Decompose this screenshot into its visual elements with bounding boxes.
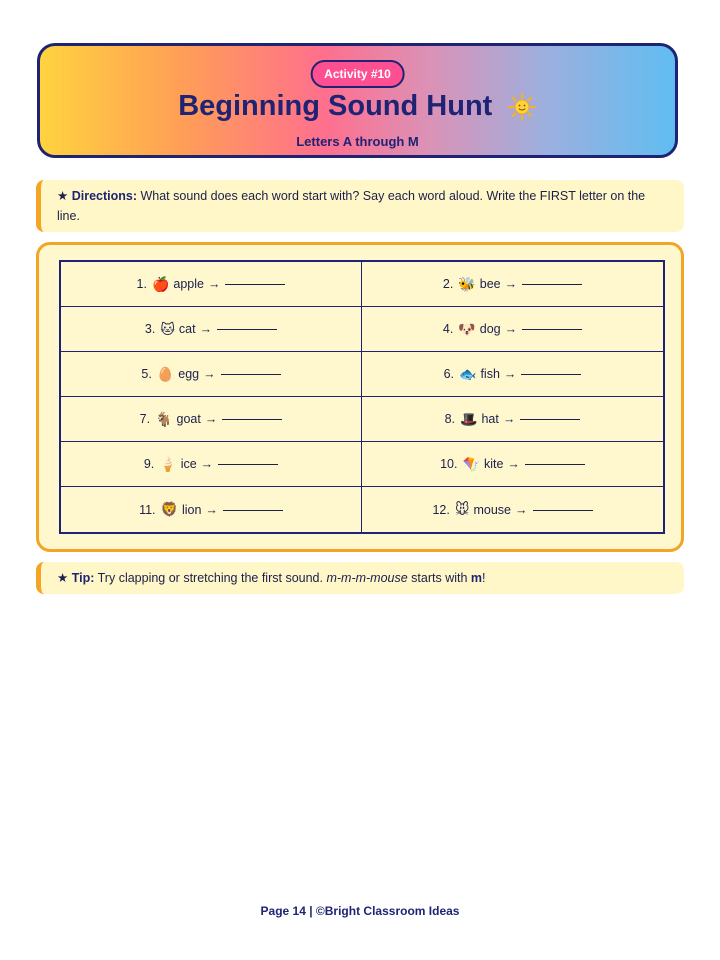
word-cell <box>362 487 663 532</box>
answer-blank[interactable] <box>522 328 582 330</box>
subtitle: Letters A through M <box>296 134 419 149</box>
item-word: goat <box>176 412 201 426</box>
answer-blank[interactable] <box>222 418 282 420</box>
item-word: cat <box>178 322 196 336</box>
answer-blank[interactable] <box>533 509 593 511</box>
arrow-icon: → <box>200 457 214 471</box>
item-word: ice <box>180 457 197 471</box>
tip-label: Tip: <box>71 571 95 585</box>
item-word: lion <box>181 502 202 517</box>
tip-example: m-m-m-mouse <box>326 571 408 585</box>
page-footer: Page 14 | ©Bright Classroom Ideas <box>260 904 460 918</box>
tip-text-after: starts with <box>407 571 471 585</box>
hat-icon: 🎩 <box>460 410 478 427</box>
arrow-icon: → <box>503 367 517 381</box>
ice-icon: 🍦 <box>159 455 177 472</box>
word-cell <box>362 262 663 307</box>
egg-icon: 🥚 <box>156 365 175 382</box>
item-word: mouse <box>473 502 512 517</box>
arrow-icon: → <box>207 277 221 291</box>
item-word: hat <box>481 412 499 426</box>
word-cell <box>362 307 663 352</box>
item-number: 3. <box>144 322 156 336</box>
tip-letter: m <box>470 571 483 585</box>
answer-blank[interactable] <box>221 373 281 375</box>
activity-badge: Activity #10 <box>310 60 405 88</box>
apple-icon: 🍎 <box>151 275 170 292</box>
bee-icon: 🐝 <box>458 275 476 292</box>
item-number: 10. <box>440 457 458 471</box>
mouse-icon: 🐭 <box>454 501 470 517</box>
star-icon: ★ <box>57 189 69 203</box>
item-number: 5. <box>141 367 152 381</box>
answer-blank[interactable] <box>525 463 585 465</box>
tip-text: Try clapping or stretching the first sound. <box>94 571 327 585</box>
header-banner <box>37 43 678 158</box>
directions-box <box>36 180 684 232</box>
item-word: egg <box>178 367 200 381</box>
item-number: 4. <box>442 322 454 336</box>
arrow-icon: → <box>199 322 213 336</box>
arrow-icon: → <box>204 412 218 426</box>
arrow-icon: → <box>504 277 518 291</box>
word-cell <box>61 352 362 397</box>
answer-blank[interactable] <box>520 418 580 420</box>
word-cell <box>61 397 362 442</box>
star-icon: ★ <box>57 571 69 585</box>
cat-icon: 🐱 <box>160 320 175 337</box>
item-number: 1. <box>136 277 147 291</box>
item-number: 2. <box>442 277 454 291</box>
answer-blank[interactable] <box>521 373 581 375</box>
tip-end: ! <box>482 571 486 585</box>
arrow-icon: → <box>504 322 518 336</box>
word-cell <box>362 397 663 442</box>
word-cell <box>362 442 663 487</box>
directions-label: Directions: <box>71 189 137 203</box>
word-cell <box>61 487 362 532</box>
fish-icon: 🐟 <box>459 365 477 382</box>
item-number: 12. <box>432 502 450 517</box>
lion-icon: 🦁 <box>160 501 178 517</box>
item-number: 9. <box>143 457 155 471</box>
arrow-icon: → <box>203 367 216 381</box>
answer-blank[interactable] <box>225 283 285 285</box>
answer-blank[interactable] <box>218 463 278 465</box>
arrow-icon: → <box>205 502 218 517</box>
item-number: 8. <box>444 412 456 426</box>
item-word: dog <box>479 322 501 336</box>
item-number: 6. <box>443 367 455 381</box>
title-row <box>40 90 675 123</box>
item-number: 7. <box>139 412 151 426</box>
item-word: bee <box>479 277 501 291</box>
word-cell <box>362 352 663 397</box>
item-word: fish <box>480 367 500 381</box>
sun-icon <box>507 92 537 122</box>
page-title: Beginning Sound Hunt <box>178 90 493 122</box>
word-cell <box>61 442 362 487</box>
tip-box <box>36 562 684 594</box>
item-word: apple <box>173 277 204 291</box>
worksheet-panel <box>36 242 684 552</box>
answer-blank[interactable] <box>223 509 283 511</box>
answer-blank[interactable] <box>217 328 277 330</box>
arrow-icon: → <box>502 412 516 426</box>
word-cell <box>61 262 362 307</box>
arrow-icon: → <box>507 457 520 471</box>
item-number: 11. <box>139 502 156 517</box>
directions-text: What sound does each word start with? Say each word aloud. Write the FIRST letter on the line. <box>57 189 646 223</box>
word-cell <box>61 307 362 352</box>
arrow-icon: → <box>515 502 528 517</box>
kite-icon: 🪁 <box>462 455 480 472</box>
word-grid <box>59 260 665 534</box>
dog-icon: 🐶 <box>458 320 476 337</box>
goat-icon: 🐐 <box>155 410 173 427</box>
answer-blank[interactable] <box>522 283 582 285</box>
item-word: kite <box>483 457 504 471</box>
